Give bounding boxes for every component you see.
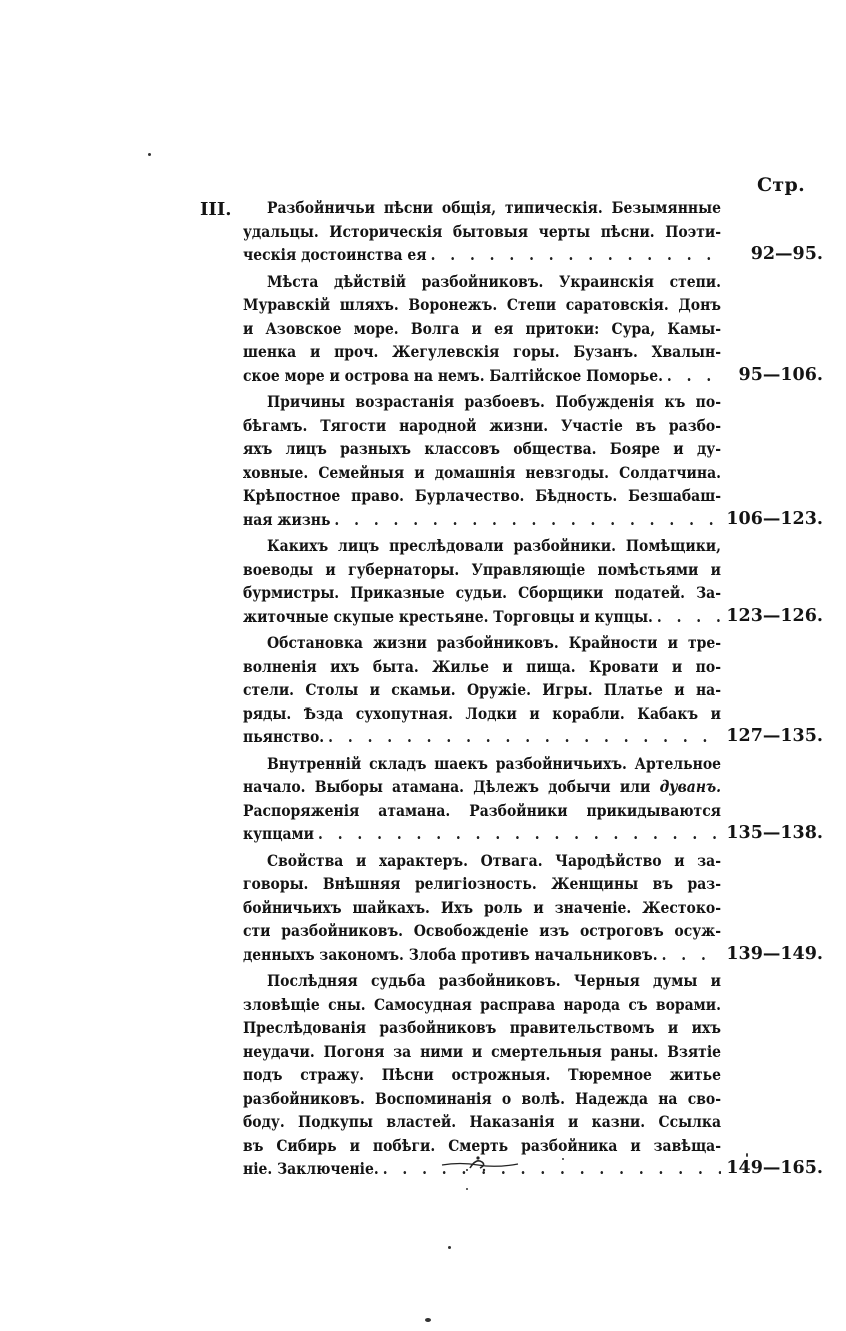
toc-entry-last-line (243, 943, 721, 967)
toc-entry-text (243, 196, 721, 267)
toc-entry-line: Свойства и характеръ. Отвага. Чародѣйство и за- (267, 850, 721, 870)
print-speck (466, 1188, 468, 1190)
toc-entry-text (243, 534, 721, 628)
toc-entry (243, 196, 833, 267)
toc-entry-line: боду. Подкупы властей. Наказанія и казни. Ссылка (243, 1112, 721, 1131)
toc-entry-line: разбойниковъ. Воспоминанія о волѣ. Надежда на сво- (243, 1088, 721, 1108)
dot-leader (318, 822, 721, 846)
toc-entry-line: ряды. Ѣзда сухопутная. Лодки и корабли. Кабакъ и (243, 703, 721, 723)
toc-entry-line: удальцы. Историческія бытовыя черты пѣсни. Поэти- (243, 221, 721, 241)
flourish-ornament-icon (440, 1152, 520, 1176)
toc-entry-line: воеводы и губернаторы. Управляющіе помѣстьями и (243, 559, 721, 579)
toc-entry (243, 270, 833, 388)
toc-entry-line: Причины возрастанія разбоевъ. Побужденія къ по- (267, 392, 721, 411)
toc-entry-line: Крѣпостное право. Бурлачество. Бѣдность. Безшабаш- (243, 486, 721, 505)
toc-entry-pages: 127—135. (726, 726, 823, 746)
toc-entry-line-text: ная жизнь (243, 509, 331, 529)
dot-leader (657, 605, 721, 629)
toc-entry-line: бойничьихъ шайкахъ. Ихъ роль и значеніе. Жестоко- (243, 897, 721, 917)
toc-entry-last-line (243, 364, 721, 388)
toc-entry-line: ховные. Семейныя и домашнія невзгоды. Солдатчина. (243, 462, 721, 482)
dot-leader (334, 508, 721, 532)
toc-entry-line: Внутренній складъ шаекъ разбойничьихъ. Артельное (267, 753, 721, 773)
print-speck (746, 1153, 748, 1157)
toc-entry-line-text: денныхъ закономъ. Злоба противъ начальниковъ. (243, 944, 658, 964)
toc-entry-text (243, 270, 721, 388)
print-speck (562, 1158, 564, 1160)
toc-entry-line: бѣгамъ. Тягости народной жизни. Участіе въ разбо- (243, 415, 721, 435)
toc-entry (243, 390, 833, 531)
toc-entry-text (243, 969, 721, 1181)
toc-entry-line: неудачи. Погоня за ними и смертельныя раны. Взятіе (243, 1041, 721, 1061)
toc-entry-line: и Азовское море. Волга и ея притоки: Сура, Камы- (243, 318, 721, 338)
toc-entry-line: подъ стражу. Пѣсни острожныя. Тюремное житье (243, 1065, 721, 1084)
toc-entry-line: сти разбойниковъ. Освобожденіе изъ остроговъ осуж- (243, 921, 721, 940)
toc-entry-pages: 106—123. (726, 508, 823, 529)
toc-entry-line: яхъ лицъ разныхъ классовъ общества. Бояре и ду- (243, 439, 721, 458)
toc-entry (243, 534, 833, 628)
toc-entry-pages: 149—165. (726, 1158, 823, 1178)
print-speck (448, 1246, 451, 1249)
toc-entry-line: Разбойничьи пѣсни общія, типическія. Безымянные (267, 198, 721, 217)
toc-entry-line: Муравскій шляхъ. Воронежъ. Степи саратовскія. Донъ (243, 295, 721, 314)
toc-entry (243, 849, 833, 967)
table-of-contents (243, 196, 833, 1184)
toc-entry-line: въ Сибирь и побѣги. Смерть разбойника и завѣща- (243, 1135, 721, 1155)
section-numeral: III. (200, 199, 232, 220)
toc-entry-line-text: житочные скупые крестьяне. Торговцы и купцы. (243, 606, 653, 626)
toc-entry-line: стели. Столы и скамьи. Оружіе. Игры. Платье и на- (243, 680, 721, 699)
toc-entry-pages: 139—149. (726, 943, 823, 964)
italic-term: дуванъ. (659, 777, 721, 796)
toc-entry-line-text: купцами (243, 824, 315, 843)
toc-entry-line-text: ніе. Заключеніе. (243, 1159, 379, 1178)
toc-entry-last-line (243, 725, 721, 749)
toc-entry-last-line (243, 508, 721, 532)
toc-entry-last-line (243, 243, 721, 267)
toc-entry-line-text: ское море и острова на немъ. Балтійское Поморье. (243, 365, 663, 385)
toc-entry-line: начало. Выборы атамана. Дѣлежъ добычи или дуванъ. (243, 777, 721, 796)
toc-entry (243, 969, 833, 1181)
toc-entry-text (243, 631, 721, 749)
toc-entry-line: шенка и проч. Жегулевскія горы. Бузанъ. Хвалын- (243, 342, 721, 361)
toc-entry-line: Мѣста дѣйствій разбойниковъ. Украинскія степи. (267, 271, 721, 291)
print-speck (425, 1318, 431, 1322)
toc-entry-text (243, 849, 721, 967)
toc-entry-line: Какихъ лицъ преслѣдовали разбойники. Помѣщики, (267, 536, 721, 555)
toc-entry-text (243, 390, 721, 531)
toc-entry-line-text: ческія достоинства ея (243, 245, 427, 264)
toc-entry-line: Послѣдняя судьба разбойниковъ. Черныя думы и (267, 971, 721, 990)
page-column-header: Стр. (757, 174, 805, 196)
toc-entry (243, 631, 833, 749)
dot-leader (383, 1157, 721, 1181)
toc-entry (243, 752, 833, 846)
dot-leader (667, 364, 721, 388)
toc-entry-text (243, 752, 721, 846)
print-speck (148, 153, 151, 156)
toc-entry-line: бурмистры. Приказные судьи. Сборщики податей. За- (243, 583, 721, 602)
dot-leader (431, 243, 721, 267)
toc-entry-line: зловѣщіе сны. Самосудная расправа народа съ ворами. (243, 994, 721, 1014)
toc-entry-line: волненія ихъ быта. Жилье и пища. Кровати и по- (243, 656, 721, 676)
dot-leader (662, 943, 721, 967)
toc-entry-pages: 92—95. (750, 244, 823, 264)
toc-entry-last-line (243, 605, 721, 629)
toc-entry-line-text: пьянство. (243, 727, 325, 746)
toc-entry-line: Распоряженія атамана. Разбойники прикидываются (243, 800, 721, 820)
toc-entry-last-line (243, 822, 721, 846)
toc-entry-line: Преслѣдованія разбойниковъ правительствомъ и ихъ (243, 1018, 721, 1037)
dot-leader (328, 725, 721, 749)
toc-entry-pages: 135—138. (726, 823, 823, 843)
toc-entry-pages: 95—106. (738, 364, 823, 385)
toc-entry-line: говоры. Внѣшняя религіозность. Женщины въ раз- (243, 874, 721, 893)
toc-entry-pages: 123—126. (726, 605, 823, 626)
toc-entry-line: Обстановка жизни разбойниковъ. Крайности и тре- (267, 633, 721, 652)
